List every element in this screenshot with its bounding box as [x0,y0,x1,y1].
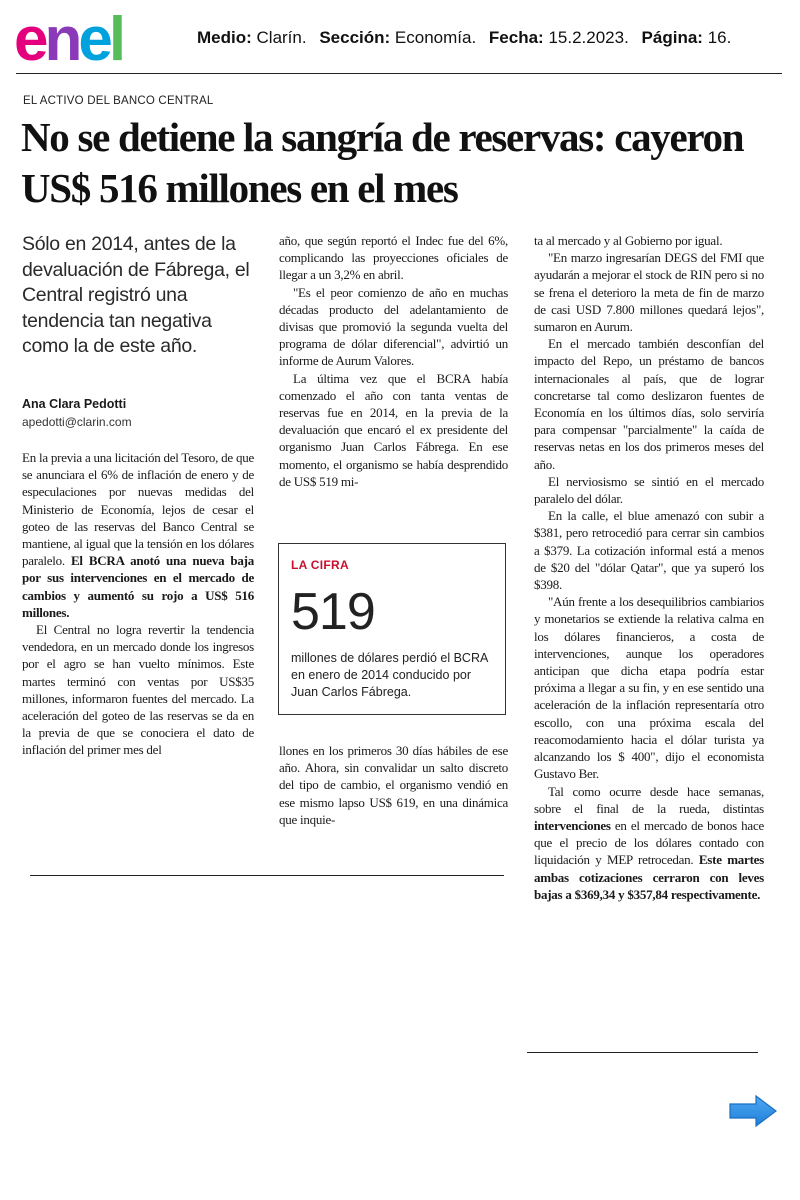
article-headline: No se detiene la sangría de reservas: cayeron US$ 516 millones en el mes [21,114,744,211]
paragraph: La última vez que el BCRA había comenzado el año con tanta ventas de reservas fue en 2014, en la previa de la devaluación que encaró el ex presidente del organismo Juan Carlos Fábrega. En ese momento, el organismo se había desprendido de US$ 519 mi- [279,370,508,489]
header-divider [16,73,782,74]
article-kicker: EL ACTIVO DEL BANCO CENTRAL [23,95,214,107]
author-email: apedotti@clarin.com [22,415,132,429]
column-1-body [22,449,254,759]
right-arrow-icon[interactable] [728,1094,778,1128]
author-name: Ana Clara Pedotti [22,397,127,411]
paragraph-bold-text: intervenciones [534,817,611,833]
paragraph: "En marzo ingresarían DEGS del FMI que ayudarán a mejorar el stock de RIN pero si no se frena el deterioro la meta de fin de marzo de casi USD 7.800 millones quedará lejos", sumaron en Aurum. [534,250,764,335]
paragraph-bold-text: El BCRA anotó una nueva baja por sus intervenciones en el mercado de cambios y aumentó su rojo a US$ 516 millones. [22,553,254,620]
fecha-label: Fecha: [488,28,544,47]
paragraph: año, que según reportó el Indec fue del 6%, complicando las proyecciones oficiales de llegar a un 3,2% en abril. [279,233,508,283]
callout-number: 519 [291,583,375,641]
la-cifra-callout [278,543,506,715]
column-2-body [279,232,508,490]
column-2-continued [279,742,508,828]
end-rule-left [30,875,504,876]
column-3-body [534,232,764,903]
logo-letter-e1: e [14,12,45,68]
paragraph: En la calle, el blue amenazó con subir a $381, pero retrocedió para cerrar sin cambios a $379. La cotización informal está a menos de $20 del "dólar Qatar", que ya superó los $398. [534,508,764,593]
seccion-value: Economía. [394,28,477,47]
logo-letter-n: n [44,12,79,68]
logo-letter-e2: e [78,12,109,68]
end-rule-right [527,1052,758,1053]
seccion-label: Sección: [319,28,391,47]
callout-text: millones de dólares perdió el BCRA en enero de 2014 conducido por Juan Carlos Fábrega. [291,651,488,699]
paragraph: En el mercado también desconfían del impacto del Repo, un préstamo de bancos internacionales al país, que de lograr concretarse tal como deslizaron fuentes de Economía en los últimos días, solo serviría para compensar "parcialmente" la caída de reservas netas en los dos primeros meses del año. [534,336,764,472]
paragraph: ta al mercado y al Gobierno por igual. [534,233,723,248]
callout-label: LA CIFRA [291,558,349,572]
paragraph [22,449,254,621]
paragraph-text: Tal como ocurre desde hace semanas, sobre el final de la rueda, distintas [534,783,764,816]
fecha-value: 15.2.2023. [548,28,629,47]
logo-letter-l: l [108,12,123,68]
paragraph [534,783,764,903]
enel-logo [14,12,174,68]
press-clipping-meta [197,28,731,48]
paragraph-bold-text: Este martes ambas cotizaciones cerraron con leves bajas a $369,34 y $357,84 respectivamente. [534,852,764,902]
paragraph: "Aún frente a los desequilibrios cambiarios y monetarios se extiende la relativa calma en los dólares financieros, a costa de intervenciones, aunque los operadores anticipan que dicha etapa podría estar próxima a llegar a su fin, y en ese sentido una aceleración de la inflación representaría otro escollo, con una próxima escala del reacomodamiento hacia el dólar turista ya alcanzando los $ 400", dijo el economista Gustavo Ber. [534,594,764,782]
medio-label: Medio: [197,28,252,47]
pagina-label: Página: [641,28,703,47]
paragraph: llones en los primeros 30 días hábiles de ese año. Ahora, sin convalidar un salto discreto del tipo de cambio, el organismo vendió en ese mismo lapso US$ 619, en una dinámica que inquie- [279,743,508,827]
paragraph-text: En la previa a una licitación del Tesoro, de que se anunciara el 6% de inflación de enero y de especulaciones por nuevas medidas del Ministerio de Economía, lejos de cesar el goteo de las reservas del Banco Central se mantiene, al igual que la tensión en los dólares paralelo. [22,450,254,569]
svg-text:enel [14,12,122,68]
medio-value: Clarín. [256,28,307,47]
paragraph: "Es el peor comienzo de año en muchas décadas producto del adelantamiento de divisas que promovió la segunda vuelta del programa de dólar diferencial", advirtió un informe de Aurum Valores. [279,284,508,369]
pagina-value: 16. [707,28,732,47]
paragraph-text: en el mercado de bonos hace que el precio de los dólares contado con liquidación y MEP retrocedan. [534,817,764,868]
article-lede: Sólo en 2014, antes de la devaluación de Fábrega, el Central registró una tendencia tan negativa como la de este año. [22,233,250,357]
paragraph: El Central no logra revertir la tendencia vendedora, en un mercado donde los ingresos por el agro se han vuelto mínimos. Este martes terminó con ventas por US$35 millones, informaron fuentes del mercado. La aceleración del goteo de las reservas se da en la previa de que se conociera el dato de inflación del primer mes del [22,622,254,758]
paragraph: El nerviosismo se sintió en el mercado paralelo del dólar. [534,473,764,507]
